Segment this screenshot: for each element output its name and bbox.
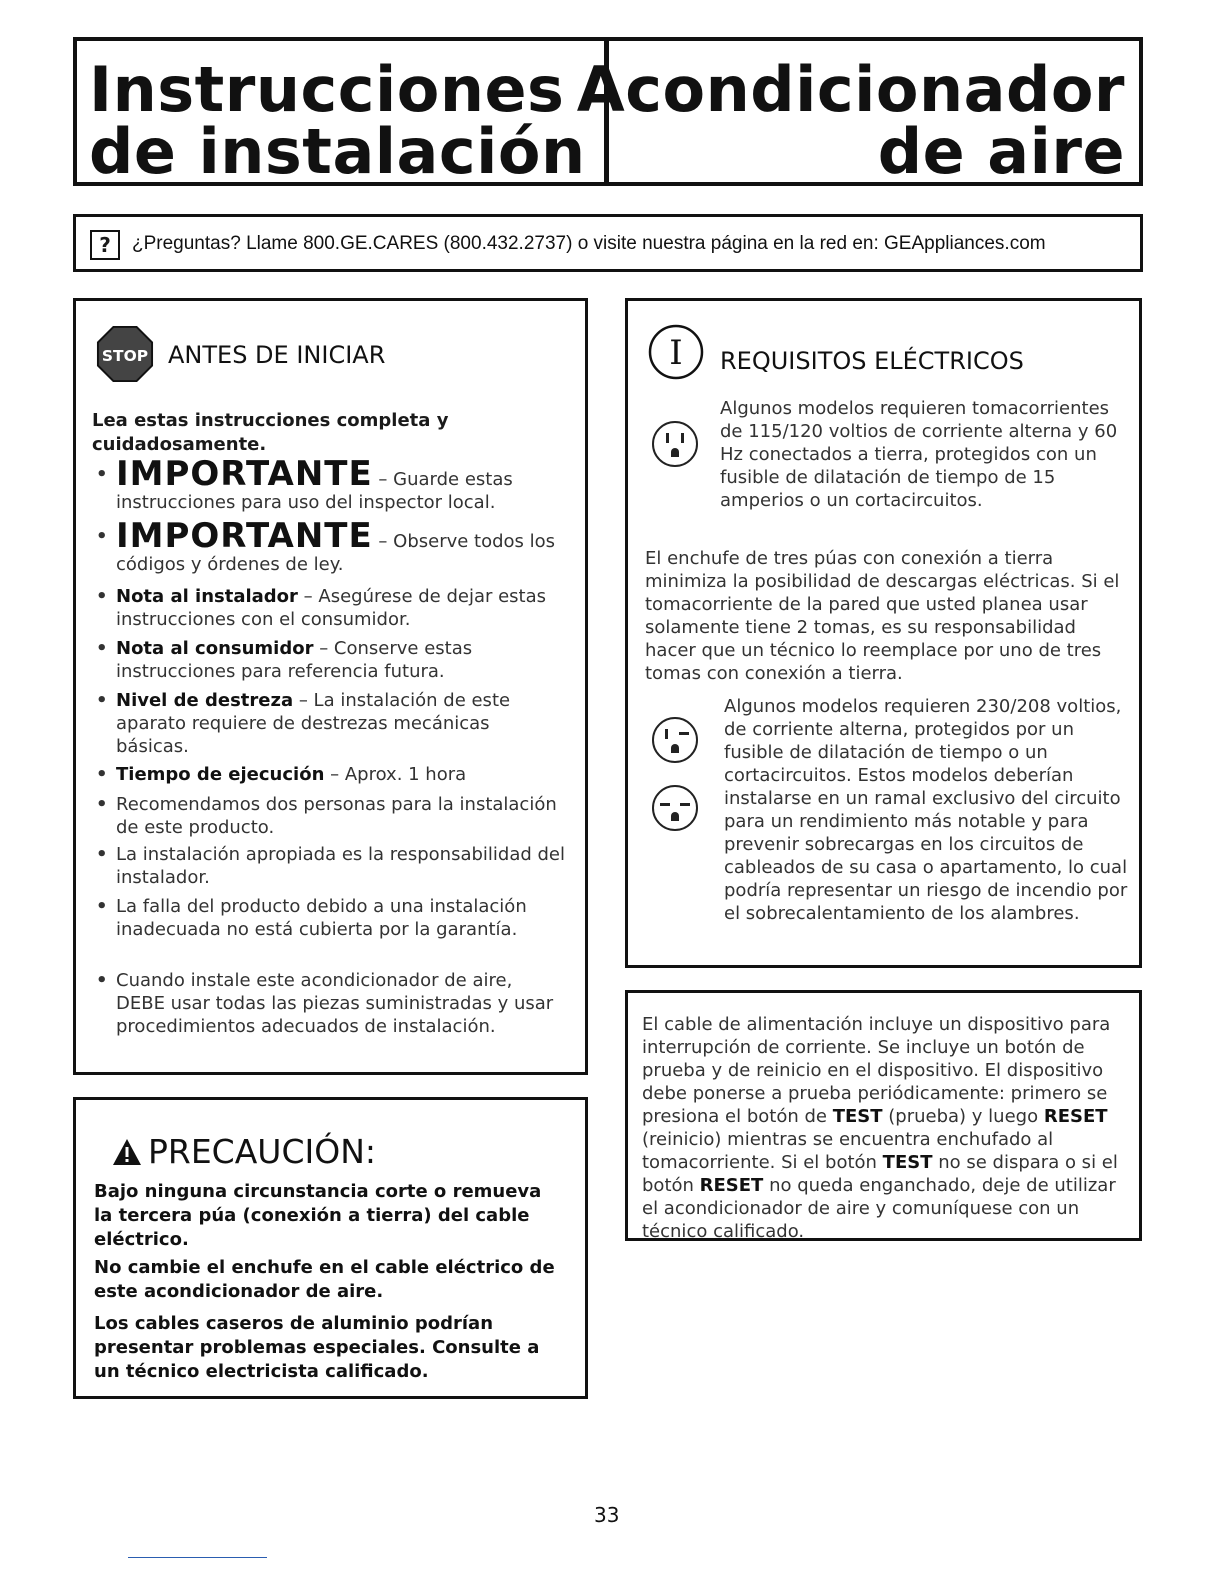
item-bold: IMPORTANTE <box>116 516 373 556</box>
stop-sign-text: STOP <box>101 346 149 365</box>
before-you-begin-box: STOP ANTES DE INICIAR Lea estas instrucciones completa y cuidadosamente. • IMPORTANTE – Guarde estas instrucciones para uso del inspector local. • IMPORTANTE – Observe todos los códigos y órdenes de ley. • Nota al instalador – Asegúrese de dejar estas instrucciones con el consumidor. • Nota al consumidor – Conserve estas instrucciones para referencia futura. • Nivel de destreza – La instalación de este aparato requiere de destrezas mecánicas básicas. • Tiempo de ejecución – Aprox. 1 hora • Recomendamos dos personas para la instalación de este producto. • La instalación apropiada es la responsabilidad del instalador. • La falla del producto debido a una instalación inadecuada no está cubierta por la garantía. • Cuando instale este acondicionador de aire, DEBE usar todas las piezas suministradas y usar procedimientos adecuados de instalación. <box>73 298 588 1075</box>
item-bold: Nivel de destreza <box>116 690 294 711</box>
item-text: – Asegúrese de dejar estas instrucciones con el consumidor. <box>116 586 547 630</box>
info-icon <box>648 324 704 380</box>
item-bold: IMPORTANTE <box>116 454 373 494</box>
electrical-requirements-box <box>625 298 1142 968</box>
doc-title <box>89 53 586 188</box>
power-cord-text <box>642 1013 1132 1243</box>
product-title-line1: Acondicionador <box>576 53 1125 126</box>
item-text: La instalación apropiada es la responsabilidad del instalador. <box>116 844 566 888</box>
item-bold: Nota al consumidor <box>116 638 314 659</box>
doc-title-line2: de instalación <box>89 115 586 188</box>
questions-bar <box>73 214 1143 272</box>
outlet-230v-icon <box>650 715 700 765</box>
caution-paragraph-1: Bajo ninguna circunstancia corte o remueva la tercera púa (conexión a tierra) del cable eléctrico. <box>94 1181 542 1250</box>
title-box-left <box>73 37 608 186</box>
power-cord-device-box <box>625 990 1142 1241</box>
item-text: – Guarde estas instrucciones para uso del inspector local. <box>116 469 513 513</box>
item-bold: Nota al instalador <box>116 586 298 607</box>
item-text: – Aprox. 1 hora <box>324 764 467 785</box>
reset-label: RESET <box>699 1175 764 1196</box>
item-text: – La instalación de este aparato requiere de destrezas mecánicas básicas. <box>116 690 511 757</box>
before-title: ANTES DE INICIAR <box>168 341 386 369</box>
item-bold: Tiempo de ejecución <box>116 764 325 785</box>
test-label: TEST <box>832 1106 883 1127</box>
caution-box <box>73 1097 588 1399</box>
before-intro: Lea estas instrucciones completa y cuidadosamente. <box>92 410 449 455</box>
product-title-line2: de aire <box>877 115 1125 188</box>
test-label: TEST <box>882 1152 933 1173</box>
doc-title-line1: Instrucciones <box>89 53 565 126</box>
gfci-text-part: no se dispara o si el botón <box>642 1152 1118 1196</box>
warning-icon <box>112 1138 142 1166</box>
questions-text: ¿Preguntas? Llame 800.GE.CARES (800.432.2737) o visite nuestra página en la red en: GEAppliances.com <box>132 233 1046 254</box>
electrical-paragraph-3: Algunos modelos requieren 230/208 voltios, de corriente alterna, protegidos por un fusible de dilatación de tiempo o un cortacircuitos. Estos modelos deberían instalarse en un ramal exclusivo del circuito para un rendimiento más notable y para prevenir sobrecargas en los circuitos de cableados de su casa o apartamento, lo cual podría representar un riesgo de incendio por el sobrecalentamiento de los alambres. <box>724 696 1128 924</box>
item-text: – Conserve estas instrucciones para referencia futura. <box>116 638 473 682</box>
caution-paragraph-3: Los cables caseros de aluminio podrían presentar problemas especiales. Consulte a un técnico electricista calificado. <box>94 1313 540 1382</box>
gfci-text-part: (prueba) y luego <box>882 1106 1044 1127</box>
item-text: Recomendamos dos personas para la instalación de este producto. <box>116 794 557 838</box>
gfci-text-part: no queda enganchado, deje de utilizar el acondicionador de aire y comuníquese con un técnico calificado. <box>642 1175 1116 1242</box>
caution-heading <box>112 1132 376 1171</box>
electrical-paragraph-2: El enchufe de tres púas con conexión a tierra minimiza la posibilidad de descargas eléctricas. Si el tomacorriente de la pared que usted planea usar solamente tiene 2 tomas, es su responsabilidad hacer que un técnico lo reemplace por uno de tres tomas con conexión a tierra. <box>645 548 1120 684</box>
caution-paragraph-2: No cambie el enchufe en el cable eléctrico de este acondicionador de aire. <box>94 1257 555 1302</box>
electrical-title: REQUISITOS ELÉCTRICOS <box>720 347 1024 375</box>
outlet-208v-icon <box>650 783 700 833</box>
question-icon: ? <box>90 230 120 260</box>
stop-sign-icon <box>96 325 154 383</box>
product-title <box>576 53 1125 188</box>
info-icon-text: I <box>669 333 683 373</box>
footer-rule <box>128 1557 267 1558</box>
page-number: 33 <box>594 1503 620 1527</box>
gfci-text-part: El cable de alimentación incluye un dispositivo para interrupción de corriente. Se incluye un botón de prueba y de reinicio en el dispositivo. El dispositivo debe ponerse a prueba periódicamente: primero se presiona el botón de <box>642 1014 1111 1127</box>
title-box-right <box>576 37 1143 188</box>
outlet-115v-icon <box>650 419 700 469</box>
caution-title: PRECAUCIÓN: <box>148 1132 377 1171</box>
reset-label: RESET <box>1043 1106 1108 1127</box>
item-text: – Observe todos los códigos y órdenes de ley. <box>116 531 556 575</box>
gfci-text-part: (reinicio) mientras se encuentra enchufado al tomacorriente. Si el botón <box>642 1129 1054 1173</box>
item-text: Cuando instale este acondicionador de aire, DEBE usar todas las piezas suministradas y usar procedimientos adecuados de instalación. <box>116 970 554 1037</box>
item-text: La falla del producto debido a una instalación inadecuada no está cubierta por la garantía. <box>116 896 527 940</box>
electrical-paragraph-1: Algunos modelos requieren tomacorrientes de 115/120 voltios de corriente alterna y 60 Hz conectados a tierra, protegidos con un fusible de dilatación de tiempo de 15 amperios o un cortacircuitos. <box>720 398 1118 511</box>
